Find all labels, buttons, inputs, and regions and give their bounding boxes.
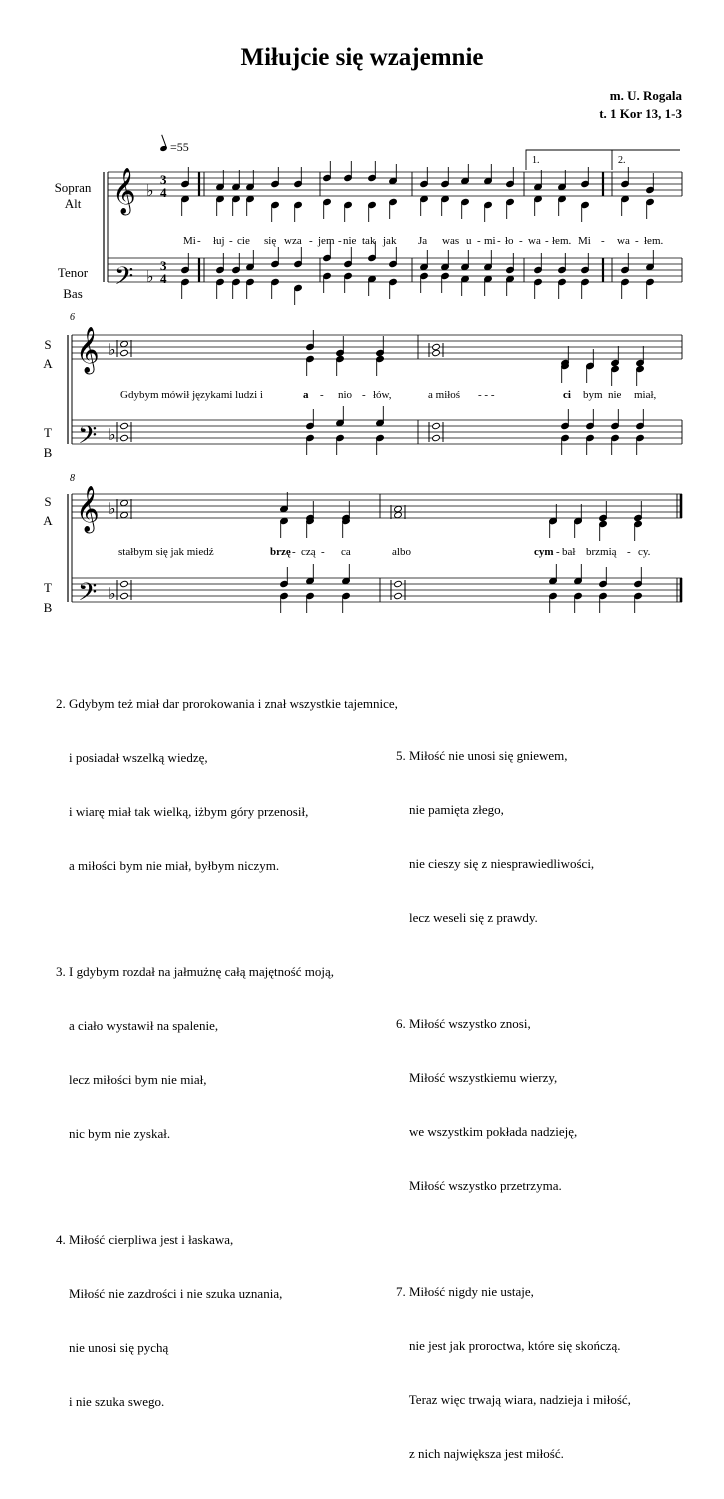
measure-number-8: 8 xyxy=(70,473,75,484)
lyric-syllable: nie xyxy=(608,389,622,401)
flat-icon: ♭ xyxy=(108,425,116,444)
breve-chord xyxy=(394,580,403,587)
lyric-syllable: tak xyxy=(362,235,376,247)
label-a-sys2: A xyxy=(43,356,53,371)
verse-line: lecz weseli się z prawdy. xyxy=(396,910,538,925)
lyric-syllable: Mi xyxy=(183,235,196,247)
lyric-syllable: cy. xyxy=(638,546,651,558)
label-sopran: Sopran xyxy=(54,180,92,195)
treble-clef-icon: 𝄞 xyxy=(112,168,136,214)
time-sig-top: 3 xyxy=(160,172,167,187)
page-title: Miłujcie się wzajemnie xyxy=(240,44,484,71)
lyrics-system3 xyxy=(118,546,651,558)
lyric-syllable: wza xyxy=(284,235,302,247)
verse-line: 7. Miłość nigdy nie ustaje, xyxy=(396,1284,534,1299)
label-alt: Alt xyxy=(64,196,82,211)
treble-clef-icon: 𝄞 xyxy=(76,327,100,373)
breve-chord xyxy=(120,349,129,356)
lyrics-system2 xyxy=(120,389,657,401)
lyric-syllable: - xyxy=(321,546,325,558)
lyric-syllable: łuj xyxy=(213,235,225,247)
lyric-syllable: cym xyxy=(534,546,554,558)
verse-line: Miłość wszystkiemu wierzy, xyxy=(396,1070,558,1085)
measure-number-6: 6 xyxy=(70,312,75,323)
lyric-syllable: - xyxy=(556,546,560,558)
lyric-chant: albo xyxy=(392,546,411,558)
lyric-syllable: - xyxy=(320,389,324,401)
lyric-syllable: Ja xyxy=(418,235,428,247)
lyric-syllable: - xyxy=(519,235,523,247)
label-s-sys2: S xyxy=(44,337,52,352)
verse-line: nie unosi się pychą xyxy=(56,1340,169,1355)
verse-line: 3. I gdybym rozdał na jałmużnę całą majętność moją, xyxy=(56,964,334,979)
flat-icon: ♭ xyxy=(146,181,154,200)
bass-clef-icon: 𝄢 xyxy=(78,578,98,613)
lyric-syllable: u xyxy=(466,235,472,247)
verse-line: nic bym nie zyskał. xyxy=(56,1126,171,1141)
lyric-syllable: - xyxy=(477,235,481,247)
lyric-syllable: - xyxy=(545,235,549,247)
verse-line: Miłość wszystko przetrzyma. xyxy=(396,1178,562,1193)
lyric-syllable: - xyxy=(309,235,313,247)
lyric-syllable: mi xyxy=(484,235,496,247)
verse-line: i posiadał wszelką wiedzę, xyxy=(56,750,208,765)
lyric-syllable: nie xyxy=(343,235,357,247)
breve-chord xyxy=(394,592,403,599)
verse-line: a miłości bym nie miał, byłbym niczym. xyxy=(56,858,280,873)
verse-line: nie jest jak proroctwa, które się skończą. xyxy=(396,1338,621,1353)
lyric-syllable: ło xyxy=(505,235,514,247)
verse-line: 6. Miłość wszystko znosi, xyxy=(396,1016,531,1031)
time-sig-bottom: 4 xyxy=(160,271,167,286)
breve-chord xyxy=(120,592,129,599)
lyric-syllable: - - - xyxy=(478,389,495,401)
breve-chord xyxy=(120,580,129,587)
lyric-syllable: was xyxy=(442,235,460,247)
lyric-syllable: ca xyxy=(341,546,351,558)
verse-line: 5. Miłość nie unosi się gniewem, xyxy=(396,748,568,763)
breve-chord xyxy=(120,499,129,506)
verse-line: a ciało wystawił na spalenie, xyxy=(56,1018,219,1033)
composer-credit: m. U. Rogala xyxy=(609,88,682,103)
volta-brackets xyxy=(526,150,680,170)
flat-icon: ♭ xyxy=(146,267,154,286)
lyric-chant: stałbym się jak miedź xyxy=(118,546,214,558)
lyric-syllable: łem. xyxy=(644,235,664,247)
lyric-syllable: cie xyxy=(237,235,250,247)
label-tenor: Tenor xyxy=(57,265,89,280)
breve-chord xyxy=(432,349,441,356)
lyric-syllable: - xyxy=(292,546,296,558)
breve-chord xyxy=(432,434,441,441)
breve-chord xyxy=(394,505,403,512)
verse-5 xyxy=(396,711,696,963)
lyric-syllable: łem. xyxy=(552,235,572,247)
lyric-syllable: wa xyxy=(528,235,541,247)
lyric-syllable: brzę xyxy=(270,546,291,558)
flat-icon: ♭ xyxy=(108,499,116,518)
lyric-syllable: łów, xyxy=(373,389,392,401)
label-b-sys3: B xyxy=(43,600,53,615)
verse-line: i nie szuka swego. xyxy=(56,1394,165,1409)
breve-chord xyxy=(120,422,129,429)
breve-chord xyxy=(120,511,129,518)
lyric-syllable: czą xyxy=(301,546,316,558)
lyric-syllable: a xyxy=(303,389,309,401)
lyric-syllable: - xyxy=(229,235,233,247)
verse-line: Teraz więc trwają wiara, nadzieja i miłość, xyxy=(396,1392,631,1407)
lyric-chant: Gdybym mówił językami ludzi i xyxy=(120,389,263,401)
lyric-syllable: - xyxy=(338,235,342,247)
lyric-syllable: wa xyxy=(617,235,630,247)
verse-line: we wszystkim pokłada nadzieję, xyxy=(396,1124,578,1139)
time-sig-top: 3 xyxy=(160,258,167,273)
verse-line: lecz miłości bym nie miał, xyxy=(56,1072,207,1087)
label-b-sys2: B xyxy=(43,445,53,460)
verse-line: Miłość nie zazdrości i nie szuka uznania, xyxy=(56,1286,283,1301)
lyric-syllable: - xyxy=(627,546,631,558)
flat-icon: ♭ xyxy=(108,340,116,359)
verse-6 xyxy=(396,979,696,1231)
lyric-syllable: ci xyxy=(563,389,571,401)
lyric-syllable: - xyxy=(601,235,605,247)
breve-chord xyxy=(432,343,441,350)
lyric-syllable: brzmią xyxy=(586,546,617,558)
volta-first-label: 1. xyxy=(532,155,540,166)
label-a-sys3: A xyxy=(43,513,53,528)
music-score xyxy=(0,0,724,640)
lyric-chant: a miłoś xyxy=(428,389,461,401)
verse-line: z nich największa jest miłość. xyxy=(396,1446,564,1461)
bass-clef-icon: 𝄢 xyxy=(114,262,134,297)
lyric-syllable: - xyxy=(635,235,639,247)
lyric-syllable: jem xyxy=(318,235,335,247)
label-s-sys3: S xyxy=(44,494,52,509)
lyric-syllable: miał, xyxy=(634,389,657,401)
breve-chord xyxy=(432,422,441,429)
lyric-syllable: się xyxy=(264,235,277,247)
lyric-syllable: nio xyxy=(338,389,353,401)
verse-line: nie cieszy się z niesprawiedliwości, xyxy=(396,856,595,871)
lyric-syllable: - xyxy=(362,389,366,401)
bass-clef-icon: 𝄢 xyxy=(78,421,98,456)
verse-line: i wiarę miał tak wielką, iżbym góry przenosił, xyxy=(56,804,309,819)
label-bas: Bas xyxy=(63,286,83,301)
lyric-syllable: bał xyxy=(562,546,576,558)
lyric-syllable: - xyxy=(497,235,501,247)
flat-icon: ♭ xyxy=(108,584,116,603)
label-t-sys3: T xyxy=(44,580,52,595)
verse-line: 4. Miłość cierpliwa jest i łaskawa, xyxy=(56,1232,234,1247)
lyric-syllable: Mi xyxy=(578,235,591,247)
time-sig-bottom: 4 xyxy=(160,185,167,200)
lyrics-system1 xyxy=(183,235,663,247)
verse-line: nie pamięta złego, xyxy=(396,802,504,817)
lyric-syllable: - xyxy=(197,235,201,247)
breve-chord xyxy=(120,434,129,441)
text-source-credit: t. 1 Kor 13, 1-3 xyxy=(599,106,682,121)
label-t-sys2: T xyxy=(44,425,52,440)
verse-line: 2. Gdybym też miał dar prorokowania i znał wszystkie tajemnice, xyxy=(56,696,398,711)
breve-chord xyxy=(120,340,129,347)
lyric-syllable: bym xyxy=(583,389,603,401)
volta-second-label: 2. xyxy=(618,155,626,166)
verse-7 xyxy=(396,1247,696,1499)
verses-right xyxy=(396,711,696,1499)
lyric-syllable: jak xyxy=(383,235,397,247)
tempo-value: =55 xyxy=(170,140,189,154)
breve-chord xyxy=(394,511,403,518)
treble-clef-icon: 𝄞 xyxy=(76,486,100,532)
